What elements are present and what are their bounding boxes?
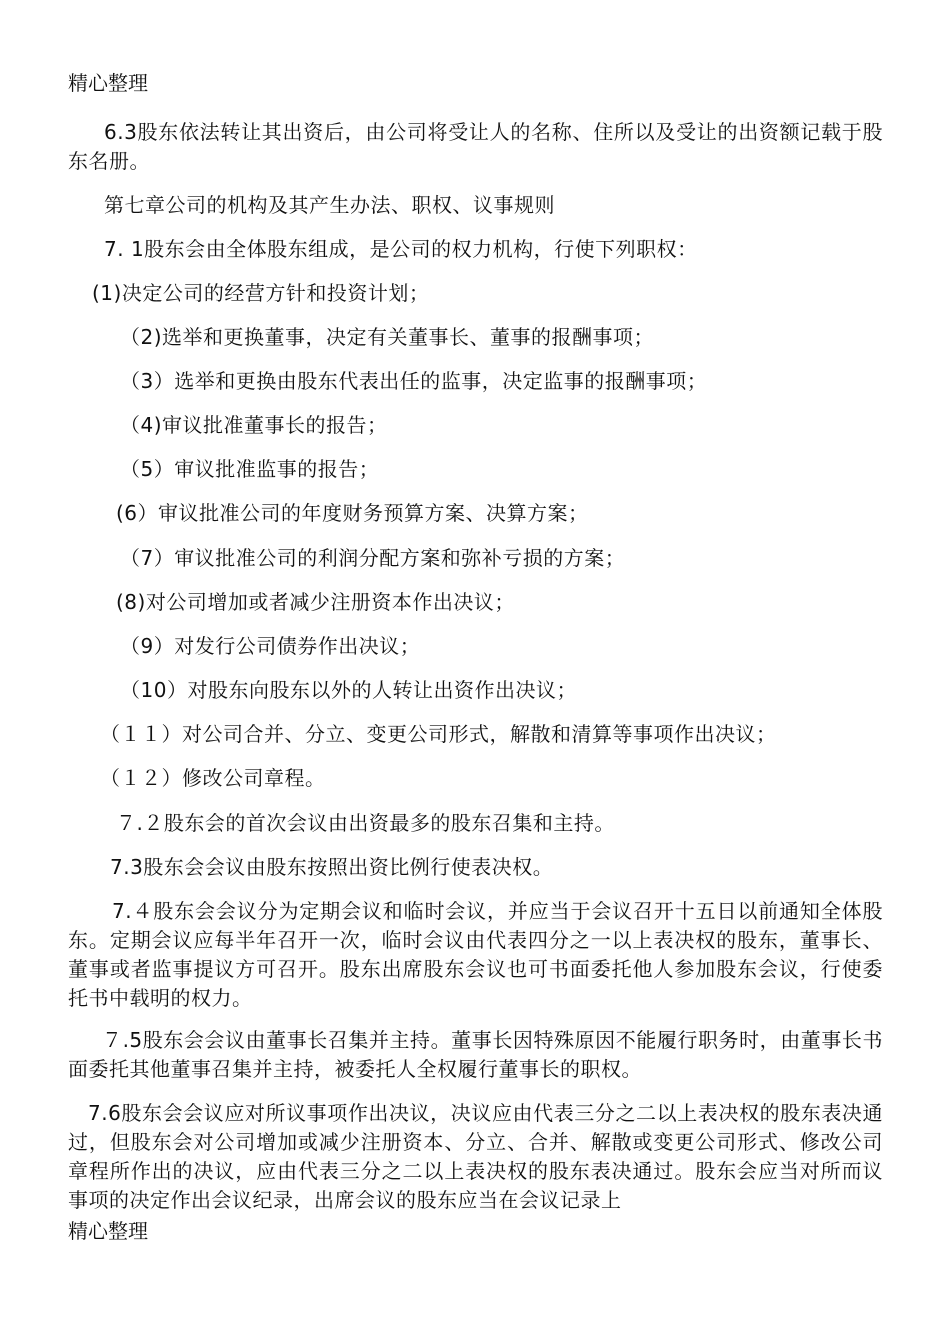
paragraph-7-3: 7.3股东会会议由股东按照出资比例行使表决权。 xyxy=(110,855,554,879)
paragraph-7-1: 7. 1股东会由全体股东组成，是公司的权力机构，行使下列职权： xyxy=(104,237,698,261)
list-item-11: （１１）对公司合并、分立、变更公司形式，解散和清算等事项作出决议； xyxy=(100,722,777,746)
chapter-7-heading: 第七章公司的机构及其产生办法、职权、议事规则 xyxy=(104,193,555,217)
list-item-10: （10）对股东向股东以外的人转让出资作出决议； xyxy=(120,678,577,702)
list-item-6: (6）审议批准公司的年度财务预算方案、决算方案； xyxy=(116,501,589,525)
paragraph-6-3: 6.3股东依法转让其出资后，由公司将受让人的名称、住所以及受让的出资额记载于股东名册。 xyxy=(68,120,883,173)
page-footer: 精心整理 xyxy=(68,1219,148,1243)
list-item-9: （9）对发行公司债券作出决议； xyxy=(120,634,421,658)
list-item-12: （１２）修改公司章程。 xyxy=(100,766,326,790)
list-item-1: (1)决定公司的经营方针和投资计划； xyxy=(92,281,430,305)
list-item-5: （5）审议批准监事的报告； xyxy=(120,457,380,481)
list-item-3: （3）选举和更换由股东代表出任的监事，决定监事的报酬事项； xyxy=(120,369,708,393)
paragraph-7-2: ７.２股东会的首次会议由出资最多的股东召集和主持。 xyxy=(116,811,615,835)
list-item-2: （2)选举和更换董事，决定有关董事长、董事的报酬事项； xyxy=(120,325,655,349)
paragraph-7-4: 7.４股东会会议分为定期会议和临时会议，并应当于会议召开十五日以前通知全体股东。定期会议应每半年召开一次，临时会议由代表四分之一以上表决权的股东，董事长、董事或者监事提议方可召开。股东出席股东会议也可书面委托他人参加股东会议，行使委托书中载明的权力。 xyxy=(68,899,883,1010)
list-item-8: (8)对公司增加或者减少注册资本作出决议； xyxy=(116,590,515,614)
paragraph-7-6: 7.6股东会会议应对所议事项作出决议，决议应由代表三分之二以上表决权的股东表决通过，但股东会对公司增加或减少注册资本、分立、合并、解散或变更公司形式、修改公司章程所作出的决议，应由代表三分之二以上表决权的股东表决通过。股东会应当对所而议事项的决定作出会议纪录，出席会议的股东应当在会议记录上 xyxy=(68,1101,883,1212)
paragraph-7-5: ７.5股东会会议由董事长召集并主持。董事长因特殊原因不能履行职务时，由董事长书面委托其他董事召集并主持，被委托人全权履行董事长的职权。 xyxy=(68,1028,883,1081)
list-item-4: （4)审议批准董事长的报告； xyxy=(120,413,388,437)
list-item-7: （7）审议批准公司的利润分配方案和弥补亏损的方案； xyxy=(120,546,626,570)
page-header: 精心整理 xyxy=(68,71,148,95)
